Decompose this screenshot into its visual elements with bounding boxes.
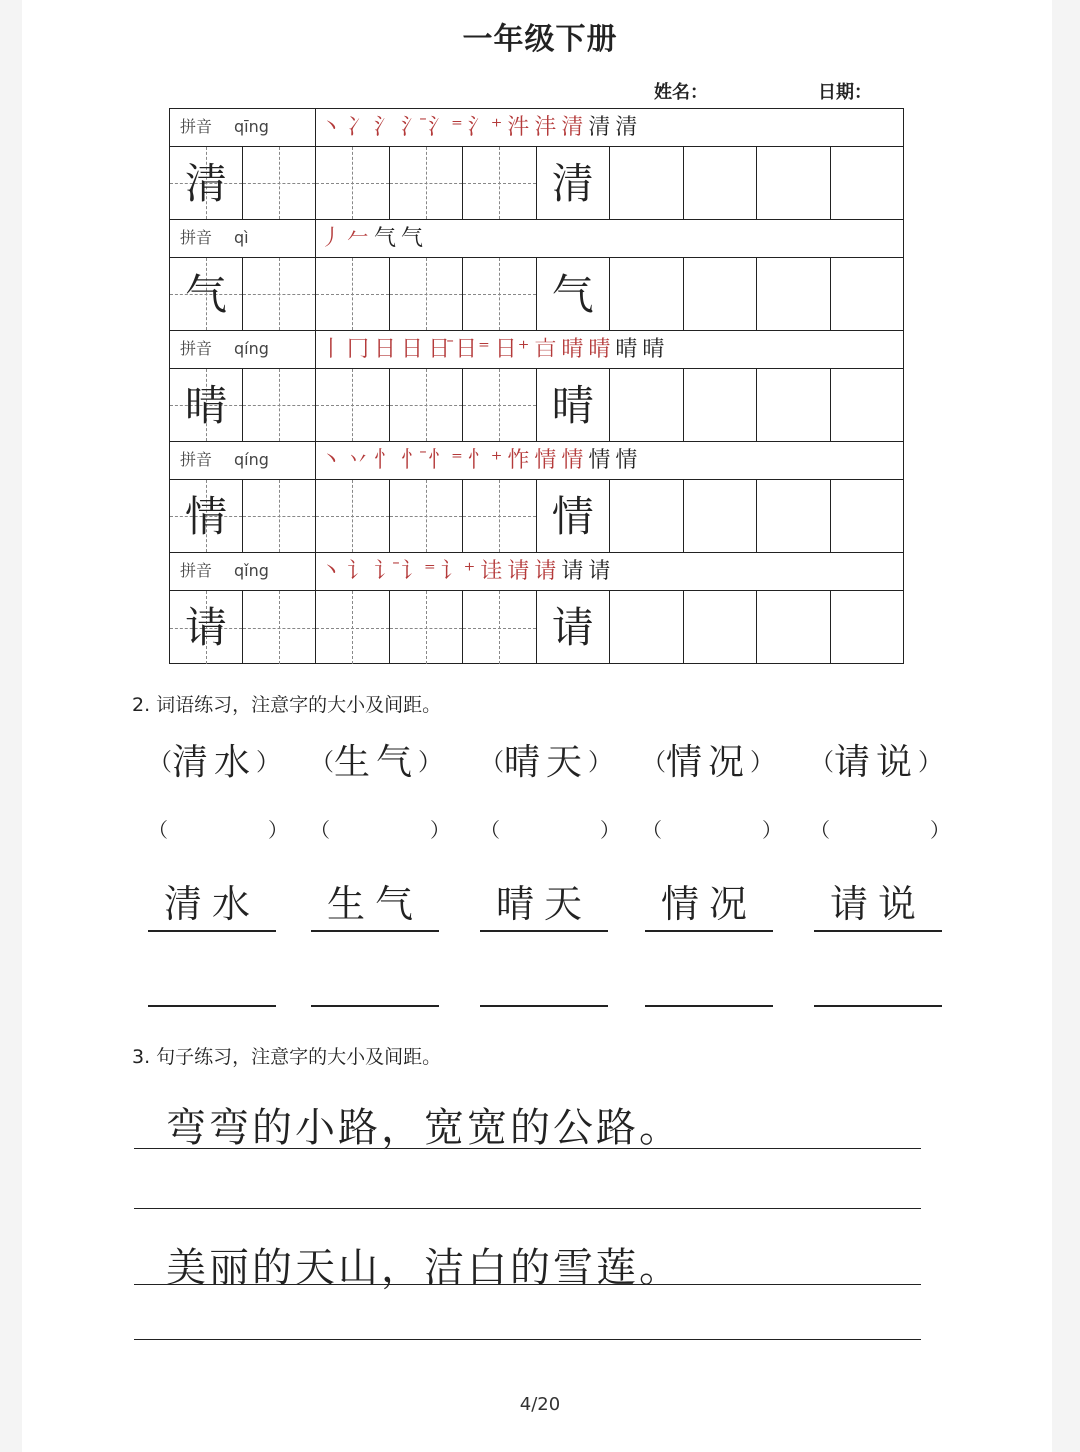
- stroke-step: 情: [615, 448, 639, 473]
- pinyin-label-cell: [170, 220, 316, 257]
- stroke-step: 请: [534, 559, 558, 584]
- trace-character: 清: [551, 159, 594, 208]
- stroke-step: 清: [561, 115, 585, 140]
- writing-cell[interactable]: [831, 480, 905, 552]
- writing-cell[interactable]: [757, 480, 831, 552]
- pinyin-label: 拼音: [180, 561, 213, 580]
- tianzige-cell[interactable]: [463, 258, 537, 330]
- open-paren: （: [148, 748, 172, 776]
- blank-writing-line[interactable]: [148, 1005, 276, 1007]
- stroke-step: 讠̄: [374, 559, 398, 584]
- writing-cell[interactable]: [757, 258, 831, 330]
- character-row: [170, 147, 903, 220]
- model-character: 气: [184, 270, 227, 319]
- stroke-step: 请: [507, 559, 531, 584]
- pinyin-label-cell: [170, 553, 316, 590]
- open-paren: （: [642, 748, 666, 776]
- pinyin-row: [170, 220, 903, 258]
- writing-cell[interactable]: [757, 591, 831, 664]
- stroke-step: 氵⁼: [428, 115, 464, 140]
- tianzige-cell[interactable]: [170, 591, 243, 664]
- close-paren: ）: [588, 748, 613, 776]
- close-paren: ）: [430, 818, 450, 842]
- stroke-step: 氵⁺: [467, 115, 504, 140]
- stroke-step: 日⁺: [494, 337, 531, 362]
- pinyin-text: qì: [234, 228, 249, 247]
- pinyin-label: 拼音: [180, 117, 213, 136]
- writing-cell[interactable]: [684, 369, 758, 441]
- open-paren: （: [310, 818, 330, 842]
- stroke-step: 日⁼: [455, 337, 491, 362]
- section-3-heading: 3. 句子练习，注意字的大小及间距。: [132, 1046, 442, 1068]
- blank-writing-line[interactable]: [134, 1339, 921, 1340]
- tianzige-cell[interactable]: [463, 147, 537, 219]
- stroke-step: 丶: [320, 115, 344, 140]
- sentence-base-line: [134, 1148, 921, 1149]
- writing-cell[interactable]: [684, 147, 758, 219]
- pinyin-row: [170, 442, 903, 480]
- tianzige-cell[interactable]: [243, 147, 316, 219]
- writing-cell[interactable]: [610, 369, 684, 441]
- pinyin-text: qīng: [234, 117, 269, 136]
- word-on-line: 请说: [814, 878, 942, 932]
- stroke-step: 晴: [588, 337, 612, 362]
- tianzige-cell[interactable]: [390, 480, 464, 552]
- tianzige-cell[interactable]: [390, 591, 464, 664]
- name-label: 姓名：: [654, 82, 708, 103]
- stroke-step: 情: [588, 448, 612, 473]
- pinyin-label: 拼音: [180, 450, 213, 469]
- stroke-step: 丨: [320, 337, 344, 362]
- word-in-parentheses: [642, 734, 774, 785]
- tianzige-cell[interactable]: [170, 369, 243, 441]
- writing-cell[interactable]: [684, 480, 758, 552]
- tianzige-cell[interactable]: [243, 258, 316, 330]
- trace-character: 气: [551, 270, 594, 319]
- stroke-order: [320, 111, 642, 145]
- writing-cell[interactable]: [831, 369, 905, 441]
- stroke-step: 𠂉: [347, 226, 371, 251]
- tianzige-cell[interactable]: [316, 480, 390, 552]
- word-text: 清水: [172, 742, 257, 783]
- word-in-parentheses: [310, 734, 442, 785]
- page-number: 4/20: [519, 1394, 561, 1415]
- stroke-step: 情: [534, 448, 558, 473]
- stroke-step: 丶: [320, 559, 344, 584]
- tianzige-cell[interactable]: [390, 258, 464, 330]
- tianzige-cell[interactable]: [316, 591, 390, 664]
- word-in-parentheses: [480, 734, 612, 785]
- stroke-step: 忄: [374, 448, 398, 473]
- close-paren: ）: [268, 818, 288, 842]
- stroke-order: [320, 555, 615, 589]
- stroke-step: 丷: [347, 448, 371, 473]
- writing-cell[interactable]: [610, 258, 684, 330]
- writing-cell[interactable]: [610, 480, 684, 552]
- stroke-step: 忄⁼: [428, 448, 464, 473]
- open-paren: （: [480, 748, 504, 776]
- empty-parentheses[interactable]: [310, 814, 450, 843]
- writing-cell[interactable]: [610, 147, 684, 219]
- pinyin-row: [170, 553, 903, 591]
- tianzige-cell[interactable]: [390, 369, 464, 441]
- pinyin-row: [170, 109, 903, 147]
- empty-parentheses[interactable]: [642, 814, 782, 843]
- empty-parentheses[interactable]: [480, 814, 620, 843]
- blank-writing-line[interactable]: [311, 1005, 439, 1007]
- stroke-step: 晴: [561, 337, 585, 362]
- open-paren: （: [310, 748, 334, 776]
- stroke-order: [320, 333, 669, 367]
- blank-writing-line[interactable]: [814, 1005, 942, 1007]
- model-sentence: 弯弯的小路，宽宽的公路。: [166, 1105, 682, 1151]
- pinyin-text: qǐng: [234, 561, 269, 580]
- close-paren: ）: [918, 748, 943, 776]
- pinyin-label: 拼音: [180, 228, 213, 247]
- writing-cell[interactable]: [610, 591, 684, 664]
- word-on-line: 情况: [645, 878, 773, 932]
- writing-cell[interactable]: [684, 258, 758, 330]
- stroke-step: 丶: [320, 448, 344, 473]
- close-paren: ）: [930, 818, 950, 842]
- stroke-step: 讠⁺: [440, 559, 477, 584]
- pinyin-label: 拼音: [180, 339, 213, 358]
- empty-parentheses[interactable]: [148, 814, 288, 843]
- stroke-step: 气: [374, 226, 398, 251]
- stroke-step: 气: [401, 226, 425, 251]
- stroke-step: 晴: [615, 337, 639, 362]
- trace-character: 情: [551, 492, 594, 541]
- writing-cell[interactable]: [757, 369, 831, 441]
- stroke-order: [320, 222, 428, 256]
- writing-cell[interactable]: [537, 147, 611, 219]
- stroke-step: 冂: [347, 337, 371, 362]
- pinyin-label-cell: [170, 331, 316, 368]
- word-text: 生气: [334, 742, 419, 783]
- stroke-step: 讠⁼: [401, 559, 437, 584]
- stroke-step: 怍: [507, 448, 531, 473]
- tianzige-cell[interactable]: [390, 147, 464, 219]
- close-paren: ）: [256, 748, 281, 776]
- writing-cell[interactable]: [831, 147, 905, 219]
- writing-cell[interactable]: [537, 480, 611, 552]
- word-in-parentheses: [810, 734, 942, 785]
- stroke-step: 沣: [534, 115, 558, 140]
- stroke-step: 冫: [347, 115, 371, 140]
- open-paren: （: [642, 818, 662, 842]
- blank-writing-line[interactable]: [134, 1208, 921, 1209]
- word-text: 晴天: [504, 742, 589, 783]
- tianzige-cell[interactable]: [170, 147, 243, 219]
- word-on-line: 晴天: [480, 878, 608, 932]
- character-row: [170, 369, 903, 442]
- empty-parentheses[interactable]: [810, 814, 950, 843]
- stroke-step: 情: [561, 448, 585, 473]
- tianzige-cell[interactable]: [316, 369, 390, 441]
- stroke-step: 𣅀: [534, 337, 558, 362]
- model-character: 情: [184, 492, 227, 541]
- tianzige-cell[interactable]: [243, 369, 316, 441]
- stroke-step: 清: [615, 115, 639, 140]
- trace-character: 晴: [551, 381, 594, 430]
- model-character: 清: [184, 159, 227, 208]
- character-row: [170, 480, 903, 553]
- stroke-step: 请: [561, 559, 585, 584]
- writing-cell[interactable]: [537, 258, 611, 330]
- writing-cell[interactable]: [757, 147, 831, 219]
- writing-cell[interactable]: [831, 591, 905, 664]
- tianzige-cell[interactable]: [243, 480, 316, 552]
- blank-writing-line[interactable]: [645, 1005, 773, 1007]
- trace-character: 请: [551, 603, 594, 652]
- tianzige-cell[interactable]: [316, 147, 390, 219]
- close-paren: ）: [600, 818, 620, 842]
- tianzige-cell[interactable]: [243, 591, 316, 664]
- sentence-base-line: [134, 1284, 921, 1285]
- character-row: [170, 591, 903, 664]
- stroke-step: 日: [401, 337, 425, 362]
- section-2-heading: 2. 词语练习，注意字的大小及间距。: [132, 694, 442, 716]
- close-paren: ）: [418, 748, 443, 776]
- writing-cell[interactable]: [831, 258, 905, 330]
- stroke-step: 丿: [320, 226, 344, 251]
- open-paren: （: [810, 818, 830, 842]
- character-practice-grid: [169, 108, 904, 664]
- page-title: 一年级下册: [462, 22, 618, 57]
- pinyin-label-cell: [170, 442, 316, 479]
- open-paren: （: [148, 818, 168, 842]
- word-on-line: 清水: [148, 878, 276, 932]
- pinyin-text: qíng: [234, 450, 269, 469]
- writing-cell[interactable]: [537, 369, 611, 441]
- character-row: [170, 258, 903, 331]
- stroke-step: 忄̄: [401, 448, 425, 473]
- close-paren: ）: [750, 748, 775, 776]
- stroke-step: 日̄: [428, 337, 452, 362]
- word-text: 情况: [666, 742, 751, 783]
- model-character: 晴: [184, 381, 227, 430]
- stroke-step: 忄⁺: [467, 448, 504, 473]
- tianzige-cell[interactable]: [170, 258, 243, 330]
- tianzige-cell[interactable]: [170, 480, 243, 552]
- stroke-step: 氵̄: [401, 115, 425, 140]
- stroke-step: 清: [588, 115, 612, 140]
- model-character: 请: [184, 603, 227, 652]
- pinyin-text: qíng: [234, 339, 269, 358]
- open-paren: （: [480, 818, 500, 842]
- word-text: 请说: [834, 742, 919, 783]
- word-in-parentheses: [148, 734, 280, 785]
- pinyin-label-cell: [170, 109, 316, 146]
- pinyin-row: [170, 331, 903, 369]
- tianzige-cell[interactable]: [463, 591, 537, 664]
- stroke-step: 晴: [642, 337, 666, 362]
- tianzige-cell[interactable]: [463, 369, 537, 441]
- stroke-step: 汼: [507, 115, 531, 140]
- tianzige-cell[interactable]: [316, 258, 390, 330]
- blank-writing-line[interactable]: [480, 1005, 608, 1007]
- stroke-step: 请: [588, 559, 612, 584]
- close-paren: ）: [762, 818, 782, 842]
- writing-cell[interactable]: [537, 591, 611, 664]
- writing-cell[interactable]: [684, 591, 758, 664]
- word-on-line: 生气: [311, 878, 439, 932]
- stroke-step: 讠: [347, 559, 371, 584]
- stroke-order: [320, 444, 642, 478]
- stroke-step: 日: [374, 337, 398, 362]
- model-sentence: 美丽的天山，洁白的雪莲。: [166, 1245, 682, 1291]
- tianzige-cell[interactable]: [463, 480, 537, 552]
- date-label: 日期：: [818, 82, 872, 103]
- stroke-step: 氵: [374, 115, 398, 140]
- open-paren: （: [810, 748, 834, 776]
- stroke-step: 诖: [480, 559, 504, 584]
